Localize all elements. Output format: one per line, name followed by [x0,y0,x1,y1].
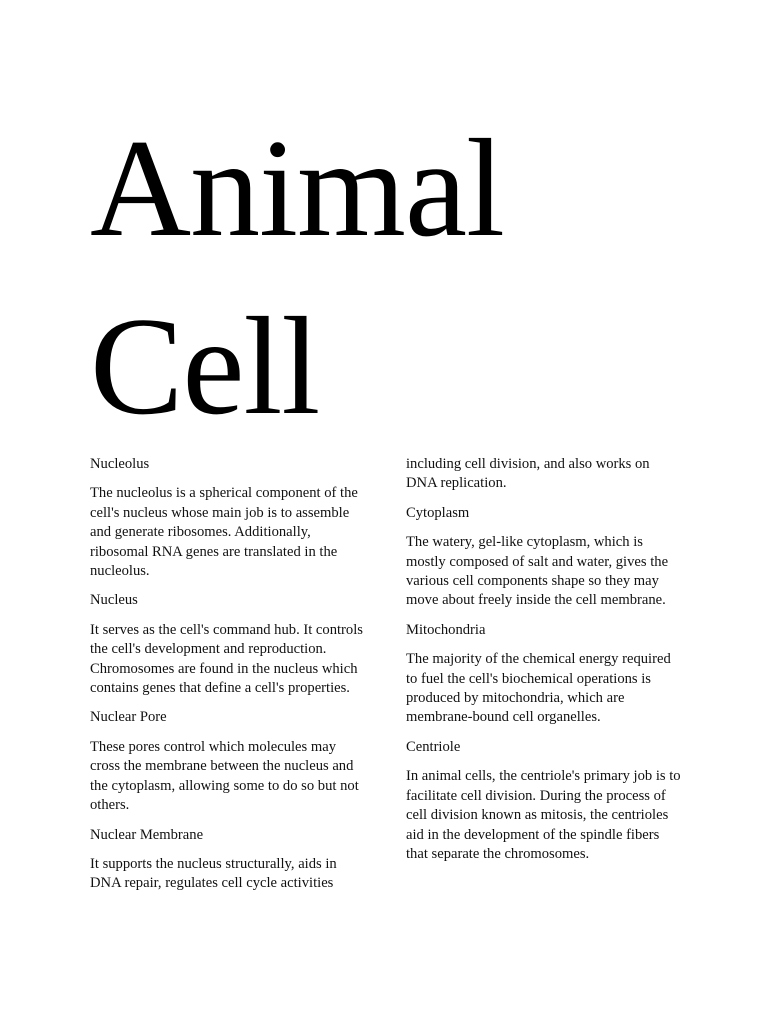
section-body-nuclear-pore: These pores control which molecules may cross the membrane between the nucleus and the cytoplasm, allowing some to do so but not others. [90,738,359,814]
right-column [406,455,681,874]
section-heading-centriole: Centriole [406,738,461,755]
section-body-nucleus: It serves as the cell's command hub. It controls the cell's development and reproduction. Chromosomes are found in the nucleus which contains genes that define a cell's properties. [90,621,363,697]
title-line-1: Animal [90,111,504,266]
section-heading-nuclear-pore: Nuclear Pore [90,709,167,726]
section-body-nucleolus: The nucleolus is a spherical component of the cell's nucleus whose main job is to assemble and generate ribosomes. Additionally, ribosomal RNA genes are translated in the nucleolus. [90,485,358,580]
title-line-2: Cell [90,289,320,444]
section-body-nuclear-membrane-part-1: It supports the nucleus structurally, aids in DNA repair, regulates cell cycle activities [90,855,337,892]
section-body-centriole: In animal cells, the centriole's primary job is to facilitate cell division. During the process of cell division known as mitosis, the centrioles aid in the development of the spindle fibers that separate the chromosomes. [406,768,681,862]
section-body-mitochondria: The majority of the chemical energy required to fuel the cell's biochemical operations is produced by mitochondria, which are membrane-bound cell organelles. [406,651,671,726]
section-heading-cytoplasm: Cytoplasm [406,504,470,521]
document-title [90,100,504,456]
section-body-cytoplasm: The watery, gel-like cytoplasm, which is mostly composed of salt and water, gives the various cell components shape so they may move about freely inside the cell membrane. [406,534,669,609]
section-heading-nucleus: Nucleus [90,592,138,609]
section-heading-nuclear-membrane: Nuclear Membrane [90,826,204,843]
section-body-nuclear-membrane-part-2: including cell division, and also works on DNA replication. [406,456,650,492]
left-column [90,455,365,904]
section-heading-nucleolus: Nucleolus [90,456,150,472]
section-heading-mitochondria: Mitochondria [406,621,486,638]
